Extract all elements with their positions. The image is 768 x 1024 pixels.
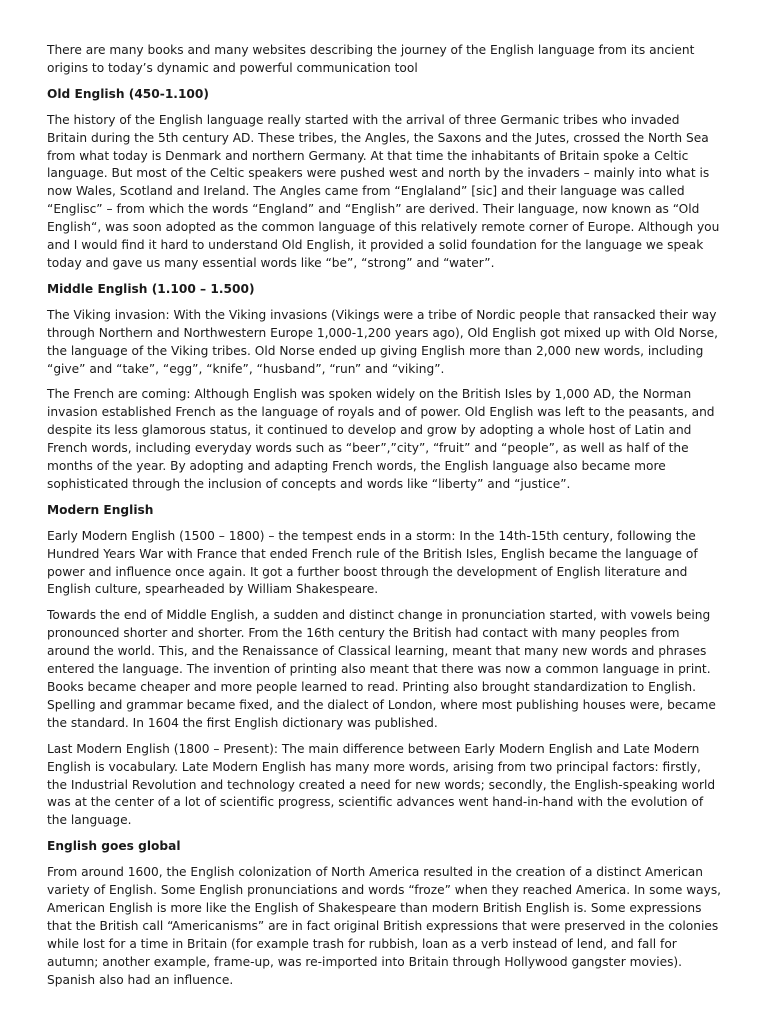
french-coming-paragraph: The French are coming: Although English was spoken widely on the British Isles by 1,000 AD, the Norman invasion established French as the language of royals and of power. Old English was left to the peasants, and despite its less glamorous status, it continued to develop and grow by adopting a whole host of Latin and French words, including everyday words such as “beer”,”city”, “fruit” and “people”, as well as half of the months of the year. By adopting and adapting French words, the English language also became more sophisticated through the inclusion of concepts and words like “liberty” and “justice”. [47,387,715,491]
late-modern-english-paragraph: Last Modern English (1800 – Present): The main difference between Early Modern English and Late Modern English is vocabulary. Late Modern English has many more words, arising from two principal factors: firstly, the Industrial Revolution and technology created a need for new words; secondly, the English-speaking world was at the center of a lot of scientific progress, scientific advances went hand-in-hand with the evolution of the language. [47,741,716,828]
pronunciation-change-paragraph: Towards the end of Middle English, a sudden and distinct change in pronunciation started, with vowels being pronounced shorter and shorter. From the 16th century the British had contact with many peoples from around the world. This, and the Renaissance of Classical learning, meant that many new words and phrases entered the language. The invention of printing also meant that there was now a common language in print. Books became cheaper and more people learned to read. Printing also brought standardization to English. Spelling and grammar became fixed, and the dialect of London, where most publishing houses were, became the standard. In 1604 the first English dictionary was published. [47,608,716,730]
english-goes-global-paragraph: From around 1600, the English colonization of North America resulted in the creation of a distinct American variety of English. Some English pronunciations and words “froze” when they reached America. In some ways, American English is more like the English of Shakespeare than modern British English is. Some expressions that the British call “Americanisms” are in fact original British expressions that were preserved in the colonies while lost for a time in Britain (for example trash for rubbish, loan as a verb instead of lend, and fall for autumn; another example, frame-up, was re-imported into Britain through Hollywood gangster movies). Spanish also had an influence. [47,865,722,987]
document-page [47,42,723,998]
section-heading-english-goes-global: English goes global [47,839,181,854]
intro-paragraph: There are many books and many websites describing the journey of the English language from its ancient origins to today’s dynamic and powerful communication tool [47,43,695,75]
viking-invasion-paragraph: The Viking invasion: With the Viking invasions (Vikings were a tribe of Nordic people that ransacked their way through Northern and Northwestern Europe 1,000-1,200 years ago), Old English got mixed up with Old Norse, the language of the Viking tribes. Old Norse ended up giving English more than 2,000 new words, including “give” and “take”, “egg”, “knife”, “husband”, “run” and “viking”. [47,307,718,376]
section-heading-old-english: Old English (450-1.100) [47,86,209,101]
section-heading-modern-english: Modern English [47,502,154,517]
old-english-paragraph: The history of the English language really started with the arrival of three Germanic tribes who invaded Britain during the 5th century AD. These tribes, the Angles, the Saxons and the Jutes, crossed the North Sea from what today is Denmark and northern Germany. At that time the inhabitants of Britain spoke a Celtic language. But most of the Celtic speakers were pushed west and north by the invaders – mainly into what is now Wales, Scotland and Ireland. The Angles came from “Englaland” [sic] and their language was called “Englisc” – from which the words “England” and “English” are derived. Their language, now known as “Old English“, was soon adopted as the common language of this relatively remote corner of Europe. Although you and I would find it hard to understand Old English, it provided a solid foundation for the language we speak today and gave us many essential words like “be”, “strong” and “water”. [47,112,720,270]
early-modern-english-paragraph: Early Modern English (1500 – 1800) – the tempest ends in a storm: In the 14th-15th century, following the Hundred Years War with France that ended French rule of the British Isles, English became the language of power and influence once again. It got a further boost through the development of English literature and English culture, spearheaded by William Shakespeare. [47,528,698,597]
section-heading-middle-english: Middle English (1.100 – 1.500) [47,281,255,296]
